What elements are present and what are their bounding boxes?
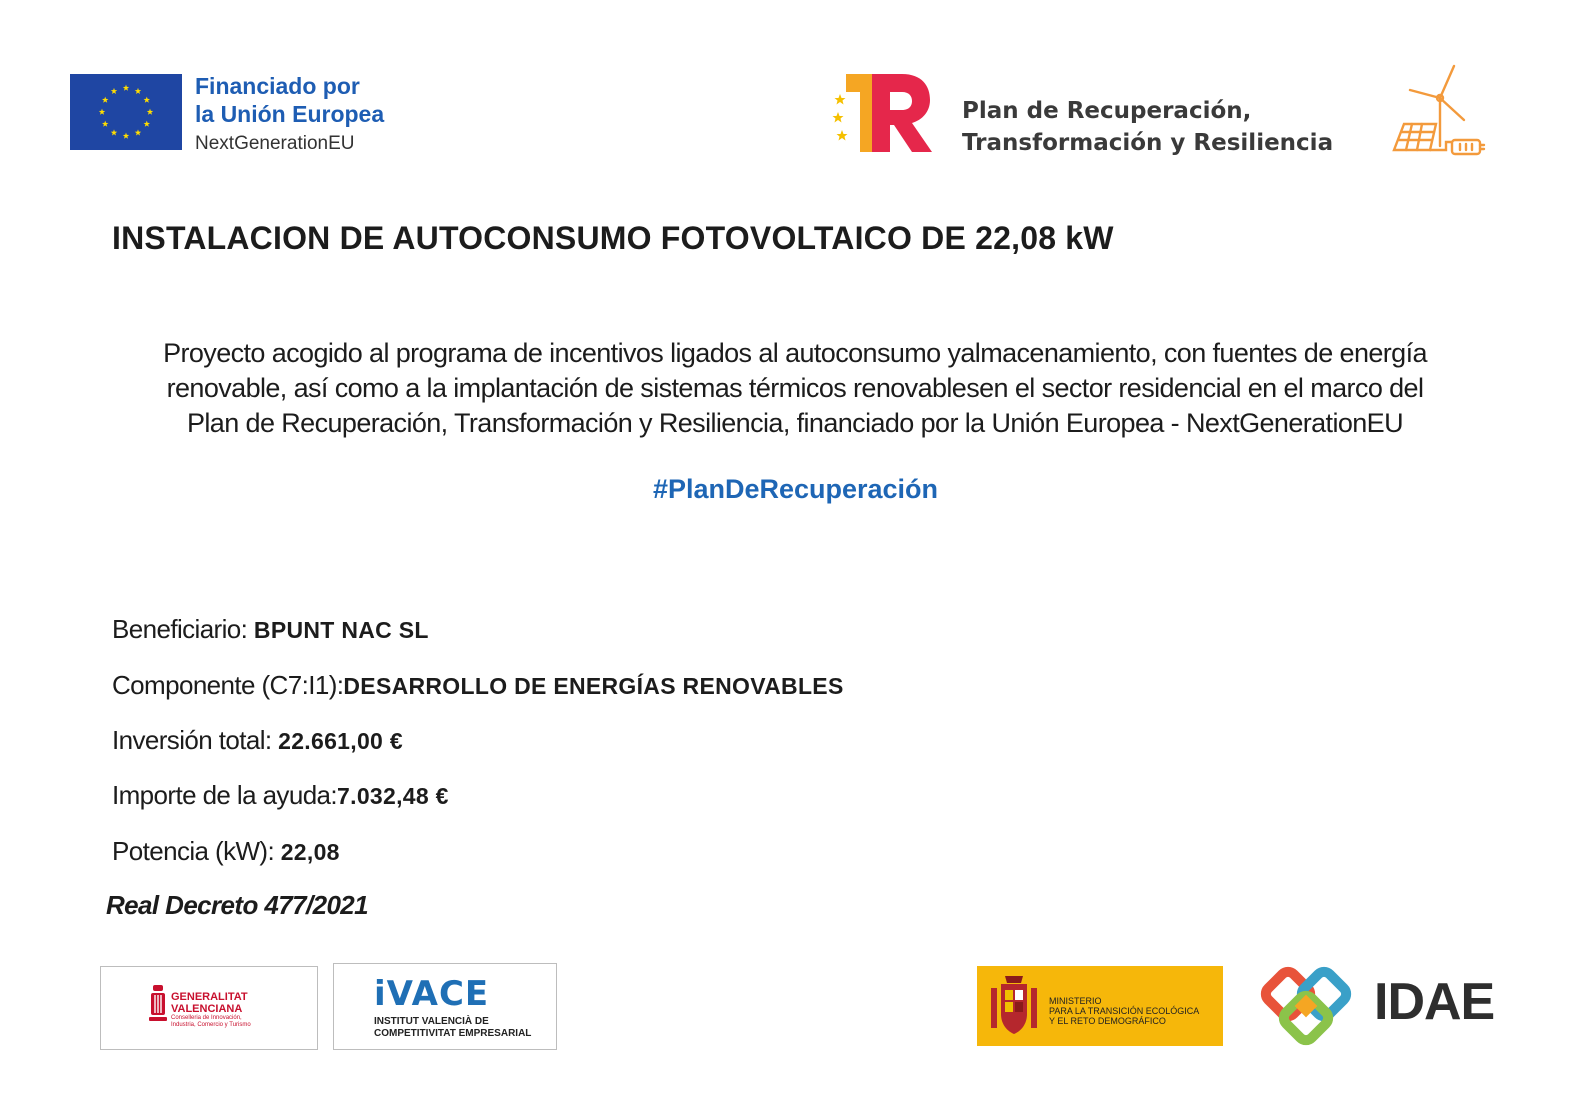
inversion-field (112, 725, 403, 756)
eu-star (99, 109, 105, 115)
eu-star (135, 88, 141, 94)
ivace-logo (333, 963, 557, 1050)
potencia-label: Potencia (kW): (112, 836, 275, 866)
gva-emblem-icon (147, 983, 169, 1025)
prtr-line2: Transformación y Resiliencia (962, 130, 1334, 156)
prtr-logo-text (962, 95, 1333, 159)
project-description (100, 336, 1490, 441)
wind-solar-icon (1390, 62, 1490, 162)
inversion-value: 22.661,00 € (278, 728, 403, 754)
idae-wordmark: IDAE (1374, 973, 1495, 1031)
ayuda-value: 7.032,48 € (337, 783, 449, 809)
page-title: INSTALACION DE AUTOCONSUMO FOTOVOLTAICO DE 22,08 kW (112, 220, 1114, 256)
idae-logo-icon (1248, 966, 1364, 1046)
generalitat-valenciana-logo (100, 966, 318, 1050)
eu-star (144, 97, 150, 103)
prtr-logo-icon (832, 72, 932, 154)
gva-department: Conselleria de Innovación, Industria, Comercio y Turismo (171, 1015, 251, 1028)
description-line-1: Proyecto acogido al programa de incentivos ligados al autoconsumo yalmacenamiento, con fuentes de energía (163, 338, 1427, 368)
description-line-2: renovable, así como a la implantación de sistemas térmicos renovablesen el sector residencial en el marco del (166, 373, 1424, 403)
componente-value: DESARROLLO DE ENERGÍAS RENOVABLES (343, 673, 844, 699)
ministry-logo (977, 966, 1223, 1046)
eu-star (102, 97, 108, 103)
componente-label: Componente (C7:I1): (112, 670, 344, 700)
eu-funding-logo-text (195, 72, 384, 158)
decree-reference: Real Decreto 477/2021 (106, 890, 369, 920)
gva-name: GENERALITAT VALENCIANA (171, 991, 248, 1015)
eu-star (123, 133, 129, 139)
beneficiario-label: Beneficiario: (112, 614, 248, 644)
ivace-subtitle: INSTITUT VALENCIÀ DE COMPETITIVITAT EMPRESARIAL (374, 1016, 532, 1039)
eu-flag-icon (70, 74, 182, 150)
eu-star (147, 109, 153, 115)
potencia-field (112, 836, 340, 867)
eu-star (144, 121, 150, 127)
ayuda-label: Importe de la ayuda: (112, 780, 338, 810)
eu-star (102, 121, 108, 127)
eu-line1: Financiado por (195, 73, 360, 99)
prtr-line1: Plan de Recuperación, (962, 98, 1252, 124)
ivace-wordmark: iVACE (374, 974, 490, 1014)
spain-coat-of-arms-icon (989, 974, 1039, 1038)
eu-line3: NextGenerationEU (195, 133, 355, 154)
beneficiario-field (112, 614, 429, 645)
potencia-value: 22,08 (280, 839, 340, 865)
componente-field (112, 670, 844, 701)
hashtag: #PlanDeRecuperación (652, 474, 939, 504)
eu-star (111, 129, 117, 135)
ayuda-field (112, 780, 449, 811)
ministry-name: MINISTERIO PARA LA TRANSICIÓN ECOLÓGICA Y EL RETO DEMOGRÁFICO (1049, 996, 1200, 1026)
description-line-3: Plan de Recuperación, Transformación y Resiliencia, financiado por la Unión Europea - NextGenerationEU (187, 408, 1403, 438)
eu-line2: la Unión Europea (195, 101, 385, 127)
eu-stars (70, 74, 182, 150)
inversion-label: Inversión total: (112, 725, 272, 755)
eu-star (123, 85, 129, 91)
beneficiario-value: BPUNT NAC SL (253, 617, 429, 643)
eu-star (135, 129, 141, 135)
eu-star (111, 88, 117, 94)
